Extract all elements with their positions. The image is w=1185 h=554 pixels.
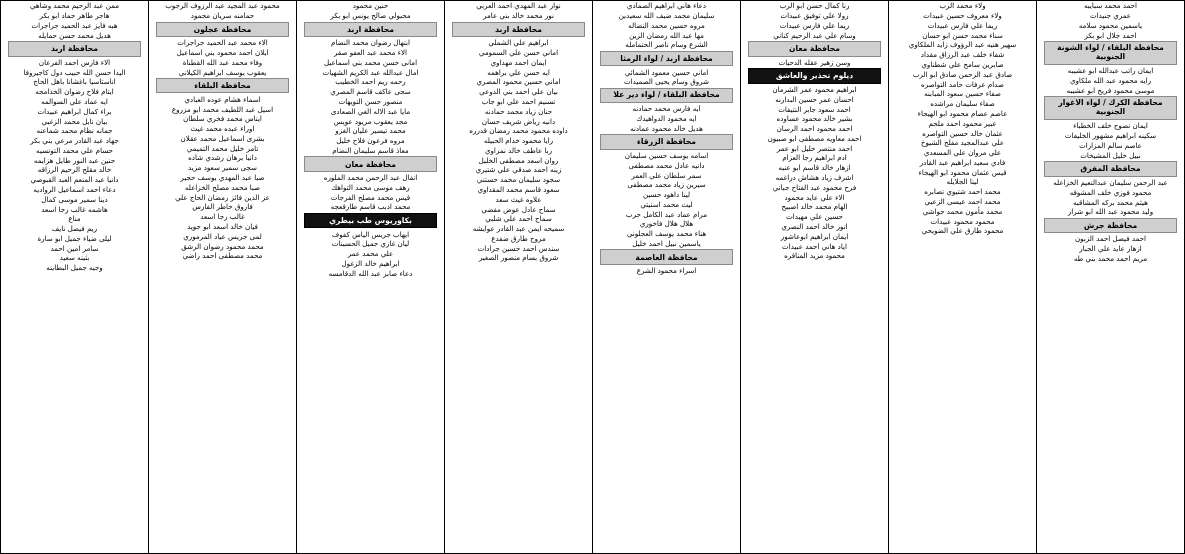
section-header: محافظة اربد [8, 41, 141, 56]
list-item: فرح محمود عبد الفتاح جباني [772, 182, 857, 192]
list-item: سعود قاسم محمد المقداوي [477, 185, 560, 194]
list-item: علاوه غيث سعد [495, 194, 542, 204]
list-item: هلال هلال فاخوري [639, 219, 694, 229]
list-item: مجد يعقوب مريود عويس [333, 116, 408, 126]
list-item: سماح احمد علي شلبي [485, 214, 552, 224]
column-1 [1036, 1, 1185, 553]
list-item: محبولي صالح يونس ابو بكر [330, 11, 411, 21]
list-item: سجى عاكف قاسم المصري [330, 87, 411, 97]
list-item: معاذ قاسم سليمان النضام [332, 145, 409, 155]
list-item: رايا محمود خدام الحبيله [483, 136, 554, 146]
list-item: مروه فرعون فلاح خليل [336, 136, 405, 146]
list-item: ايه محمود الدواهيدك [636, 114, 697, 124]
list-item: دعاء هاني ابراهيم الصمادي [626, 1, 707, 11]
section-header: محافظة البلقاء [156, 78, 289, 93]
list-item: ابراهيم محمود عمر الشرمان [772, 85, 857, 94]
list-item: ليان غازي جميل الحسينات [331, 239, 410, 249]
list-item: ايمان احمد مهداوي [490, 57, 547, 67]
list-item: الهام محمد خالد اصبيح [781, 202, 848, 212]
list-item: بشير خالد محمود عساوده [776, 114, 853, 124]
column-7 [148, 1, 296, 553]
list-item: لينا داهود حسين [642, 190, 691, 200]
list-item: انور خالد احمد النصري [781, 221, 848, 231]
list-item: حمامنه سريان محمود [190, 11, 255, 21]
list-item: انفال عبد الرحمن محمد الملوره [323, 173, 418, 183]
list-item: شفاء خلف عبد الرزاق مقداد [920, 50, 1005, 60]
list-item: ايمان ابراهيم ابوعاشور [780, 231, 849, 241]
list-item: ايهاب جريس الياس كفوف [331, 229, 410, 239]
list-item: فاروق خاطر الفارس [192, 202, 253, 212]
list-item: قيس محمد مصلح الفرجات [330, 192, 411, 202]
section-header: محافظة اربد / لواء الرمثا [600, 51, 733, 66]
list-item: سندس احمد حسين جرادات [477, 243, 560, 253]
list-item: اماني حسين معمود الشمائي [624, 67, 709, 77]
list-item: محمود عبد المجيد عبد الرزوف الرجوب [165, 1, 280, 11]
list-item: هاشمه غالب رجا اسعد [41, 204, 108, 214]
list-item: اوراء عبده محمد غيث [190, 124, 255, 134]
section-header: محافظة عجلون [156, 22, 289, 37]
list-item: سيرين زياد محمد مصطفى [627, 180, 706, 190]
list-item: عاصم عصام محمود ابو الهيجاء [917, 108, 1008, 118]
list-item: هديل محمد حسن حمايله [38, 30, 111, 40]
list-item: عبير محمود احمد ملحم [928, 118, 997, 128]
list-item: صفاء سليمان مراشده [930, 99, 995, 109]
column-4 [592, 1, 740, 553]
list-item: رايه محمود عبد الله ملكاوي [1069, 76, 1152, 86]
list-item: تامر خليل محمد التميمي [186, 143, 259, 153]
list-item: دانيا برهان رشدي شاده [188, 153, 257, 163]
list-item: تسنيم احمد علي ابو جاب [481, 96, 556, 106]
section-header: محافظة الكرك / لواء الاغوار الجنوبية [1044, 96, 1177, 120]
list-item: سجود سليمان محمد حستني [476, 175, 561, 185]
list-item: ازهار عايد علي الجبار [1079, 244, 1142, 254]
list-item: ريما علي فارس عبيدات [927, 20, 998, 30]
list-item: ايناس محمد فخري سلطان [183, 114, 262, 124]
list-item: عاصم سالم المزارات [1079, 141, 1142, 150]
column-8 [0, 1, 148, 553]
list-item: ولاء معروف حسين عبيدات [923, 11, 1002, 21]
list-item: بيان نايل محمد الزغبي [41, 116, 108, 126]
list-item: ايتام فلاح رضوان الخذامجه [35, 87, 114, 97]
list-item: هبه فايز عبد الحميد جراجرات [31, 20, 118, 30]
list-item: سماح عادل عوض مفضي [481, 204, 556, 214]
list-item: اسامه يوسف حسين سليمان [624, 151, 709, 160]
list-item: مها عبد الله رمضان الزين [629, 30, 704, 40]
list-item: ايلان احمد محمود بني اسماعيل [176, 48, 269, 58]
column-3 [740, 1, 888, 553]
list-item: وسن زهير عقله الدحيات [778, 57, 851, 67]
list-item: محمد تيسير عليان الغزو [335, 126, 406, 136]
list-item: الاء فارس احمد الفرعان [38, 57, 111, 67]
list-item: ريم فيصل نايف [51, 224, 98, 234]
list-item: محمد محمود رضوان الرشق [181, 241, 264, 251]
list-item: ايه فارس محمد حمادنه [632, 104, 701, 114]
section-header: محافظة اربد [452, 22, 585, 37]
list-item: اسراء محمود الشرع [636, 266, 697, 276]
list-item: مناع [68, 214, 81, 224]
list-item: الاء محمد عبد الحميد جراجرات [177, 38, 268, 48]
section-header: محافظة معان [304, 156, 437, 171]
list-item: نور محمد خالد بني عامر [483, 11, 554, 21]
section-header: محافظة البلقاء / لواء دير علا [600, 88, 733, 103]
list-item: روان اسعد مصطفى الخليل [478, 155, 559, 165]
list-item: وسام علي عبد الرحيم كناني [773, 30, 856, 40]
list-item: علي محمد عمر [347, 249, 394, 259]
list-item: صادق عبد الرحمن صادق ابو الرب [912, 69, 1013, 79]
list-item: احمد جلال ابو بكر [1084, 30, 1137, 40]
list-item: مروح طارق ضفدع [491, 233, 546, 243]
list-item: رنا كمال حسن ابو الرب [779, 1, 850, 11]
list-item: ابراهيم علي الشملي [488, 38, 549, 48]
list-item: رهف موسى محمد التواهك [331, 182, 410, 192]
list-item: داوده محمود محمد رمضان قدرره [469, 126, 568, 136]
list-item: الشرع وسام ناصر الحتمامله [625, 40, 708, 50]
list-item: محمد احمد عيسى الزعبي [924, 196, 1001, 206]
section-header: محافظة البلقاء / لواء الشونة الجنوبية [1044, 41, 1177, 65]
list-item: عبد الرحمن سليمان عبدالنعيم الخزاعله [1053, 177, 1168, 187]
list-item: محمود طارق علي الضويحي [921, 226, 1004, 236]
list-item: سامر امين احمد [50, 243, 99, 253]
list-item: وجيه جميل البطاينه [46, 263, 103, 273]
list-item: الاء علي عايد محمود [784, 192, 845, 202]
list-item: احمد منتصر خليل ابو عمر [776, 143, 853, 153]
column-6 [296, 1, 444, 553]
list-item: ايمان نصوح خلف الخطباء [1073, 121, 1148, 131]
list-item: محمد احمد شتيوي تصابره [924, 187, 1001, 197]
list-item: احمد محمد سبايبه [1083, 1, 1138, 11]
list-item: محمود مزيد المناقره [784, 251, 845, 261]
list-item: الاء محمد عبد العفو صقر [333, 48, 407, 58]
list-item: سليمان محمد ضيف الله سعيدين [618, 11, 715, 21]
list-item: فيان خالد اسعد ابو جويد [187, 221, 258, 231]
list-item: بيان علي احمد بني الدوعي [479, 87, 558, 97]
list-item: لينا الجلايله [946, 177, 979, 187]
list-item: هناء محمد يوسف العجلوني [626, 229, 707, 239]
list-item: شروق وسام يحيى الصميدات [624, 77, 709, 87]
list-item: اسيل عبد اللطيف محمد ابو مزروع [171, 104, 274, 114]
list-item: محمود محمود عبيدات [930, 216, 995, 226]
list-item: بثينه سعيد [59, 253, 90, 263]
list-item: محمد مأمون محمد جواشي [922, 206, 1003, 216]
list-item: هديل خالد محمود عمادنه [630, 123, 703, 133]
list-item: وفاء محمد عبد الله القطناة [182, 57, 263, 67]
list-item: محمد مصطفى احمد راضي [182, 251, 263, 261]
list-item: جهاد عبد القادر مرعي بني بكر [30, 136, 119, 146]
list-item: مروه حسين محمد النضاله [628, 20, 705, 30]
list-item: حنان زياد محمد حمادنه [484, 106, 553, 116]
list-item: زينه احمد صدقي علي شتيري [475, 165, 562, 175]
section-header: ديلوم تحذير والعاشق [748, 68, 881, 83]
list-item: نبيل خليل المشيخات [1080, 150, 1141, 160]
list-item: احمد معاويه مصطفى ابو صبيون [767, 133, 862, 143]
list-item: رولا علي توفيق عبيدات [780, 11, 849, 21]
list-item: شروق بسام منصور الصغير [478, 253, 559, 263]
list-item: موسى محمود فريح ابو عشيبه [1066, 85, 1155, 95]
list-item: امال عبدالله عبد الكريم الشهيات [322, 67, 419, 77]
list-item: احسان عمر حسين البدارنه [775, 94, 854, 104]
list-item: سهير هنيه عبد الرؤوف زايد الملكاوي [908, 40, 1017, 50]
list-item: حنين عبد النور طايل هزايمه [33, 155, 116, 165]
column-5 [444, 1, 592, 553]
list-item: احمد سعود جابر النتيفات [778, 104, 851, 114]
list-item: منصور حسن التويهات [338, 96, 403, 106]
section-header: محافظة المفرق [1044, 161, 1177, 176]
list-item: اشرف زياد هشاش دراغمه [775, 173, 854, 183]
list-item: ريما علي فارس عبيدات [779, 20, 850, 30]
section-header: محافظة الزرقاء [600, 134, 733, 149]
list-item: ايمان راتب عبدالله ابو عشيبه [1067, 66, 1154, 76]
list-item: ممن عبد الرحيم محمد وشاهي [29, 1, 120, 11]
list-item: هاجر طاهر حماد ابو بكر [39, 11, 110, 21]
list-item: مايا عبد الاله الغي الصعادى [330, 106, 411, 116]
list-item: ليلى ضياء جميل ابو سارة [37, 233, 112, 243]
section-header: محافظة معان [748, 41, 881, 56]
list-item: براء كمال ابراهيم عبيدات [37, 106, 112, 116]
list-item: رحمه ريم احمد الخطيب [335, 77, 406, 87]
section-header: محافظة اربد [304, 22, 437, 37]
list-item: سمر سلطان علي العمر [631, 170, 702, 180]
list-item: خالد مقلح الرحيم الرزاقه [37, 165, 112, 175]
section-header: بكاوريوس طب بيطري [304, 213, 437, 228]
list-item: سناء محمد حسن ابو حسان [922, 30, 1003, 40]
list-item: صفاء حسين سعود المبابنه [924, 89, 1001, 99]
list-item: ازهار خالد قاسم ابو عنبه [778, 163, 851, 173]
list-item: حسام علي محمد التونسيه [36, 145, 113, 155]
list-item: قيس عثمان محمود ابو الهيجاء [918, 167, 1007, 177]
list-item: احمد فيصل احمد الزبون [1074, 234, 1147, 244]
list-item: محمد ادبب قاسم طارقعجه [330, 202, 411, 212]
list-item: فادي سعيد ابراهيم عبد القادر [919, 157, 1006, 167]
list-item: لمى جريس عياد المرموري [183, 231, 262, 241]
section-header: محافظة جرش [1044, 218, 1177, 233]
list-item: يعقوب يوسف ابراهيم الكيلاني [178, 67, 267, 77]
list-item: ليث محمد استيتي [640, 199, 693, 209]
list-item: ولاء محمد الرب [939, 1, 986, 11]
list-item: اياد هاني احمد عبيدات [782, 241, 847, 251]
list-item: ربا عاطف خالد نمراوي [484, 145, 553, 155]
list-item: غالب رجا اسعد [200, 212, 245, 222]
list-item: دانيه عادل محمد مصطفى [628, 160, 705, 170]
list-item: اماني حسن علي السمومي [478, 48, 559, 58]
list-item: عمري جنيدات [1089, 11, 1132, 21]
list-item: دينا سمير موسى كمال [41, 194, 108, 204]
list-item: عثمان خالد حسين التواصره [922, 128, 1003, 138]
list-item: ياسمين نبيل احمد خليل [632, 239, 701, 249]
list-item: سميحه ايمن عبد القادر عوايشه [472, 224, 565, 234]
list-item: دانيه رياض شريف حسان [481, 116, 556, 126]
section-header: محافظة العاصمة [600, 249, 733, 264]
list-item: ايه عماد علي السوالمه [41, 96, 108, 106]
list-item: دعاء احمد اسماعيل الرواديه [33, 185, 116, 194]
column-2 [888, 1, 1036, 553]
list-item: عز الدين فائز رمضان الحاج علي [175, 192, 270, 202]
list-item: اسماء هشام عوده العبادي [184, 94, 261, 104]
list-item: علي عبدالمجيد مفلح الشيوخ [920, 138, 1005, 148]
list-item: امانى حسن محمد بني اسماعيل [323, 57, 418, 67]
list-item: ابراهيم خالد الزغول [341, 258, 400, 268]
list-item: بشرى اسماعيل محمد عقلان [180, 133, 265, 143]
list-item: احمد محمود احمد الرسان [776, 124, 853, 134]
list-item: اليدا حسن الله حبيب دول كاجيروفا [23, 67, 126, 77]
list-item: صبا عبد المهدي يوسف حجير [180, 173, 265, 183]
list-item: نوار عبد المهدي احمد العربي [476, 1, 561, 11]
list-item: سجى سمير سعود مزيد [188, 163, 257, 173]
list-item: هيثم محمد بركه المشاقبه [1073, 197, 1148, 207]
list-item: صبا محمد مصلح الخزاعله [184, 182, 261, 192]
list-item: صابرين سامح علي شطناوي [921, 60, 1004, 70]
list-item: وليد محمود عبد الله ابو شرار [1067, 207, 1154, 217]
list-item: ياسمين محمود سلامه [1078, 20, 1143, 30]
list-item: حنين محمود [352, 1, 389, 11]
list-item: دعاء صابر عبد الله الدقامسه [328, 268, 413, 278]
list-item: جمانه نظام محمد شماعنه [36, 126, 113, 136]
list-item: مريم احمد محمد بني طه [1073, 254, 1148, 263]
list-item: حسين علي مهيدات [786, 212, 843, 222]
list-item: ابتهال رضوان محمد النضام [331, 38, 410, 48]
list-item: اماني حسين محمود المصري [476, 77, 561, 87]
list-item: دانيا عبد المنعم العبد القبوصي [30, 175, 119, 185]
list-item: محمود فوزي خلف المشوقه [1069, 187, 1152, 197]
list-item: سكينه ابراهيم مشهور الخليفات [1064, 131, 1157, 141]
list-item: ايه حسن علي براهمه [487, 67, 550, 77]
list-item: ادم ابراهيم رجا العزام [782, 153, 847, 163]
list-item: صدام عرفات حامد التواصره [921, 79, 1004, 89]
list-item: اناستاسيا باغشانا باهل الحاج [33, 77, 116, 87]
list-item: علي مروان علي المسعدي [923, 148, 1002, 158]
list-item: مرام عماد عبد الكامل حرب [625, 209, 708, 219]
